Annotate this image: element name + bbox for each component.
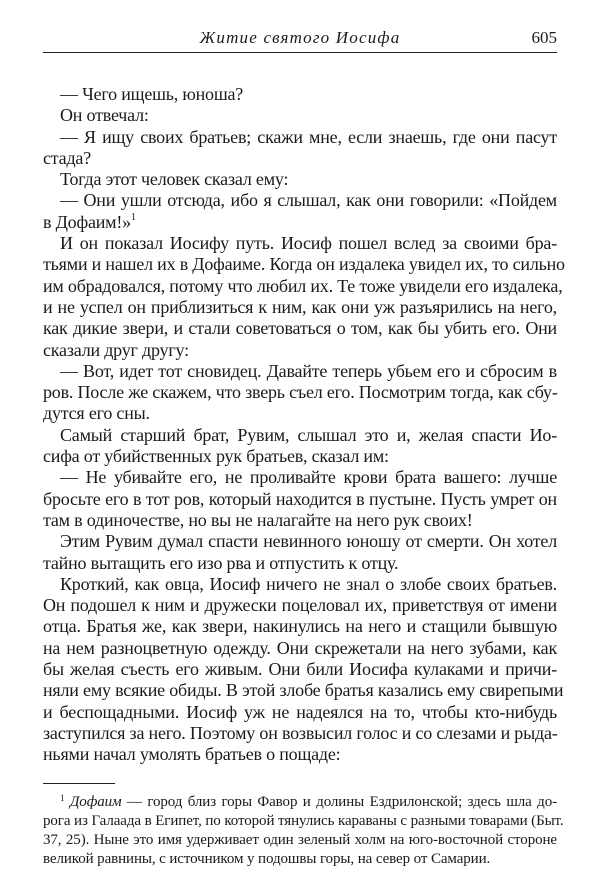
line-text: — Чего ищешь, юноша? [60,84,244,104]
text-line [43,340,557,361]
line-text: бросьте его в тот ров, который находится в пустыне. Пусть умрет он [43,488,557,509]
line-text: Кроткий, как овца, Иосиф ничего не знал о злобе своих братьев. [60,573,557,594]
line-text: няли ему всякие обиды. В этой злобе братья казались ему свирепыми [43,680,564,701]
line-text: дутся его сны. [43,403,150,424]
text-line [43,105,557,126]
text-line [43,467,557,488]
text-line [43,531,557,552]
line-text: на нем разноцветную одежду. Они скрежетали на него зубами, как [43,637,557,658]
text-line [43,212,557,233]
line-text: тайно вытащить его изо рва и отпустить к отцу. [43,552,399,573]
text-line [43,361,557,382]
line-text: Этим Рувим думал спасти невинного юношу от смерти. Он хотел [60,531,557,552]
footnote-reference[interactable]: 1 [130,211,136,223]
text-line [43,190,557,211]
line-text: — Я ищу своих братьев; скажи мне, если знаешь, где они пасут [60,126,557,147]
footnote-line [43,812,564,831]
body-text [43,84,565,766]
running-header [43,28,557,53]
text-line [43,275,563,297]
text-line [43,403,557,424]
text-line [43,616,557,637]
line-text: — Они ушли отсюда, ибо я слышал, как они говорили: «Пойдем [60,190,557,211]
text-line [43,127,557,148]
footnote-line [43,850,557,869]
line-text: сказали друг другу: [43,339,189,360]
text-line [43,297,557,318]
text-line [43,595,557,616]
text-line [43,446,557,467]
text-line [43,382,557,403]
line-text: тьями и нашел их в Дофаиме. Когда он издалека увидел их, то сильно [43,254,565,275]
text-line [43,510,557,531]
line-text: в Дофаим!» [43,211,131,232]
line-text: сифа от убийственных рук братьев, сказал им: [43,446,389,467]
line-text: заступился за него. Поэтому он возвысил голос и со слезами и рыда- [43,722,558,743]
text-line [43,553,557,574]
footnote-line [43,793,557,812]
line-text: и не успел он приблизиться к ним, как они уж разъярились на него, [43,296,557,317]
footnote-text: — город близ горы Фавор и долины Ездрилонской; здесь шла до- [121,794,557,810]
text-line [43,574,557,595]
text-line [43,318,557,339]
footnote-term: Дофаим [69,794,122,810]
text-line [43,148,557,169]
footnote-marker: 1 [60,793,65,803]
text-line [43,233,557,254]
text-line [43,489,557,510]
footnote [43,793,564,869]
line-text: там в одиночестве, но вы не налагайте на него рук своих! [43,509,473,530]
footnote-text: великой равнины, с источником у подошвы горы, на север от Самарии. [43,851,491,867]
text-line [43,425,557,446]
line-text: ров. После же скажем, что зверь съел его. Посмотрим тогда, как сбу- [43,382,558,403]
line-text: им обрадовался, потому что любил их. Те тоже увидели его издалека, [43,275,563,296]
line-text: — Не убивайте его, не проливайте крови брата вашего: лучше [60,467,557,488]
line-text: Он подошел к ним и дружески поцеловал их, приветствуя от имени [43,595,557,616]
footnote-text: рога из Галаада в Египет, по которой тянулись караваны с разными товарами (Быт. [43,813,564,829]
text-line [43,84,557,105]
footnote-text: 37, 25). Ныне это имя удерживает один зеленый холм на юго-восточной стороне [43,832,557,848]
line-text: бы желая съесть его живым. Они били Иосифа кулаками и причи- [43,659,557,680]
line-text: Тогда этот человек сказал ему: [60,169,289,190]
text-line [43,659,557,680]
line-text: И он показал Иосифу путь. Иосиф пошел вслед за своими бра- [60,233,557,254]
line-text: и беспощадными. Иосиф уж не надеялся на то, чтобы кто-нибудь [43,701,557,722]
text-line [43,169,557,190]
line-text: ньями начал умолять братьев о пощаде: [43,744,341,765]
line-text: стада? [43,147,92,168]
text-line [43,723,557,744]
line-text: Самый старший брат, Рувим, слышал это и, желая спасти Ио- [60,424,557,445]
line-text: как дикие звери, и стали советоваться о том, как бы убить его. Они [43,318,557,339]
page-number: 605 [531,28,557,47]
text-line [43,702,557,723]
footnote-separator [43,783,115,784]
footnote-line [43,831,557,850]
text-line [43,680,564,701]
line-text: Он отвечал: [60,105,149,126]
line-text: — Вот, идет тот сновидец. Давайте теперь убьем его и сбросим в [60,360,557,381]
text-line [43,744,557,765]
running-title: Житие святого Иосифа [199,28,401,47]
text-line [43,638,557,659]
text-line [43,254,565,275]
line-text: отца. Братья же, как звери, накинулись на него и стащили бывшую [43,616,557,637]
